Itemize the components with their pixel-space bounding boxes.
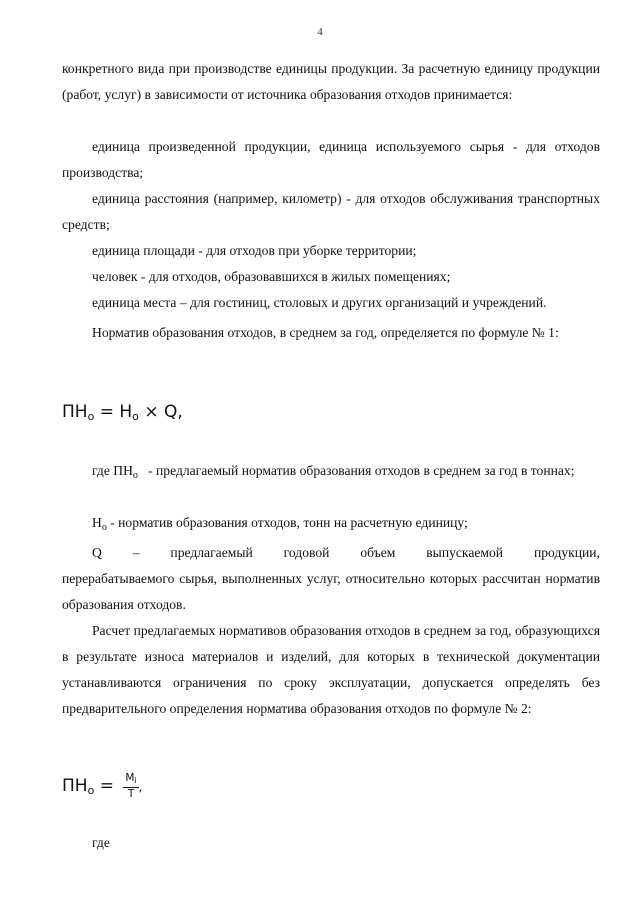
formula1-lhs-sub: о xyxy=(87,410,95,423)
definition-q-line1: Q – предлагаемый годовой объем выпускаемой продукции, xyxy=(92,545,600,560)
def-pn-sub: о xyxy=(132,470,138,481)
def-pn-symbol: ПН xyxy=(113,463,133,478)
formula2-num-sub: i xyxy=(134,776,137,785)
paragraph-continuation: конкретного вида при производстве единицы продукции. За расчетную единицу продукции (работ, услуг) в зависимости от источника образования отходов принимается: xyxy=(62,61,600,102)
paragraph-area-unit: единица площади - для отходов при уборке территории; xyxy=(92,243,417,258)
where-word: где xyxy=(92,463,114,478)
formula2-num: M xyxy=(125,772,135,784)
paragraph-distance-unit: единица расстояния (например, километр) - для отходов обслуживания транспортных средств; xyxy=(62,191,600,232)
formula2-lhs-sub: о xyxy=(87,784,95,797)
formula2-den: T xyxy=(127,788,135,800)
paragraph-production-unit: единица произведенной продукции, единица используемого сырья - для отходов производства; xyxy=(62,139,600,180)
formula1-end: , xyxy=(177,402,183,422)
formula1-lhs: ПН xyxy=(62,402,88,422)
formula1-h: Н xyxy=(119,402,133,422)
page-number: 4 xyxy=(317,26,323,38)
formula1-eq: = xyxy=(99,402,114,422)
definition-pn xyxy=(62,458,600,489)
definition-q-rest: перерабатываемого сырья, выполненных услуг, относительно которых рассчитан норматив образования отходов. xyxy=(62,571,600,612)
paragraph-calculation: Расчет предлагаемых нормативов образования отходов в среднем за год, образующихся в результате износа материалов и изделий, для которых в технической документации устанавливаются ограничения по сроку эксплуатации, допускается определять без предварительного определения норматива образования отходов по формуле № 2: xyxy=(62,623,600,716)
where-label: где xyxy=(92,835,110,850)
formula1-q: Q xyxy=(163,402,178,422)
paragraph-formula1-intro: Норматив образования отходов, в среднем за год, определяется по формуле № 1: xyxy=(92,325,559,340)
formula-2 xyxy=(62,772,143,800)
formula2-eq: = xyxy=(99,776,114,796)
def-h-text: - норматив образования отходов, тонн на расчетную единицу; xyxy=(110,515,468,530)
def-h-symbol: Н xyxy=(92,515,102,530)
paragraph-person-unit: человек - для отходов, образовавшихся в жилых помещениях; xyxy=(92,269,451,284)
formula2-lhs: ПН xyxy=(62,776,88,796)
formula-1 xyxy=(62,402,183,423)
def-pn-text: - предлагаемый норматив образования отходов в среднем за год в тоннах; xyxy=(148,463,575,478)
definition-h xyxy=(62,510,600,541)
def-h-sub: о xyxy=(101,522,107,533)
paragraph-place-unit: единица места – для гостиниц, столовых и других организаций и учреждений. xyxy=(92,295,547,310)
formula2-end: , xyxy=(138,780,143,794)
formula1-h-sub: о xyxy=(132,410,139,423)
formula1-times: × xyxy=(144,402,159,422)
formula2-fraction xyxy=(123,772,138,800)
